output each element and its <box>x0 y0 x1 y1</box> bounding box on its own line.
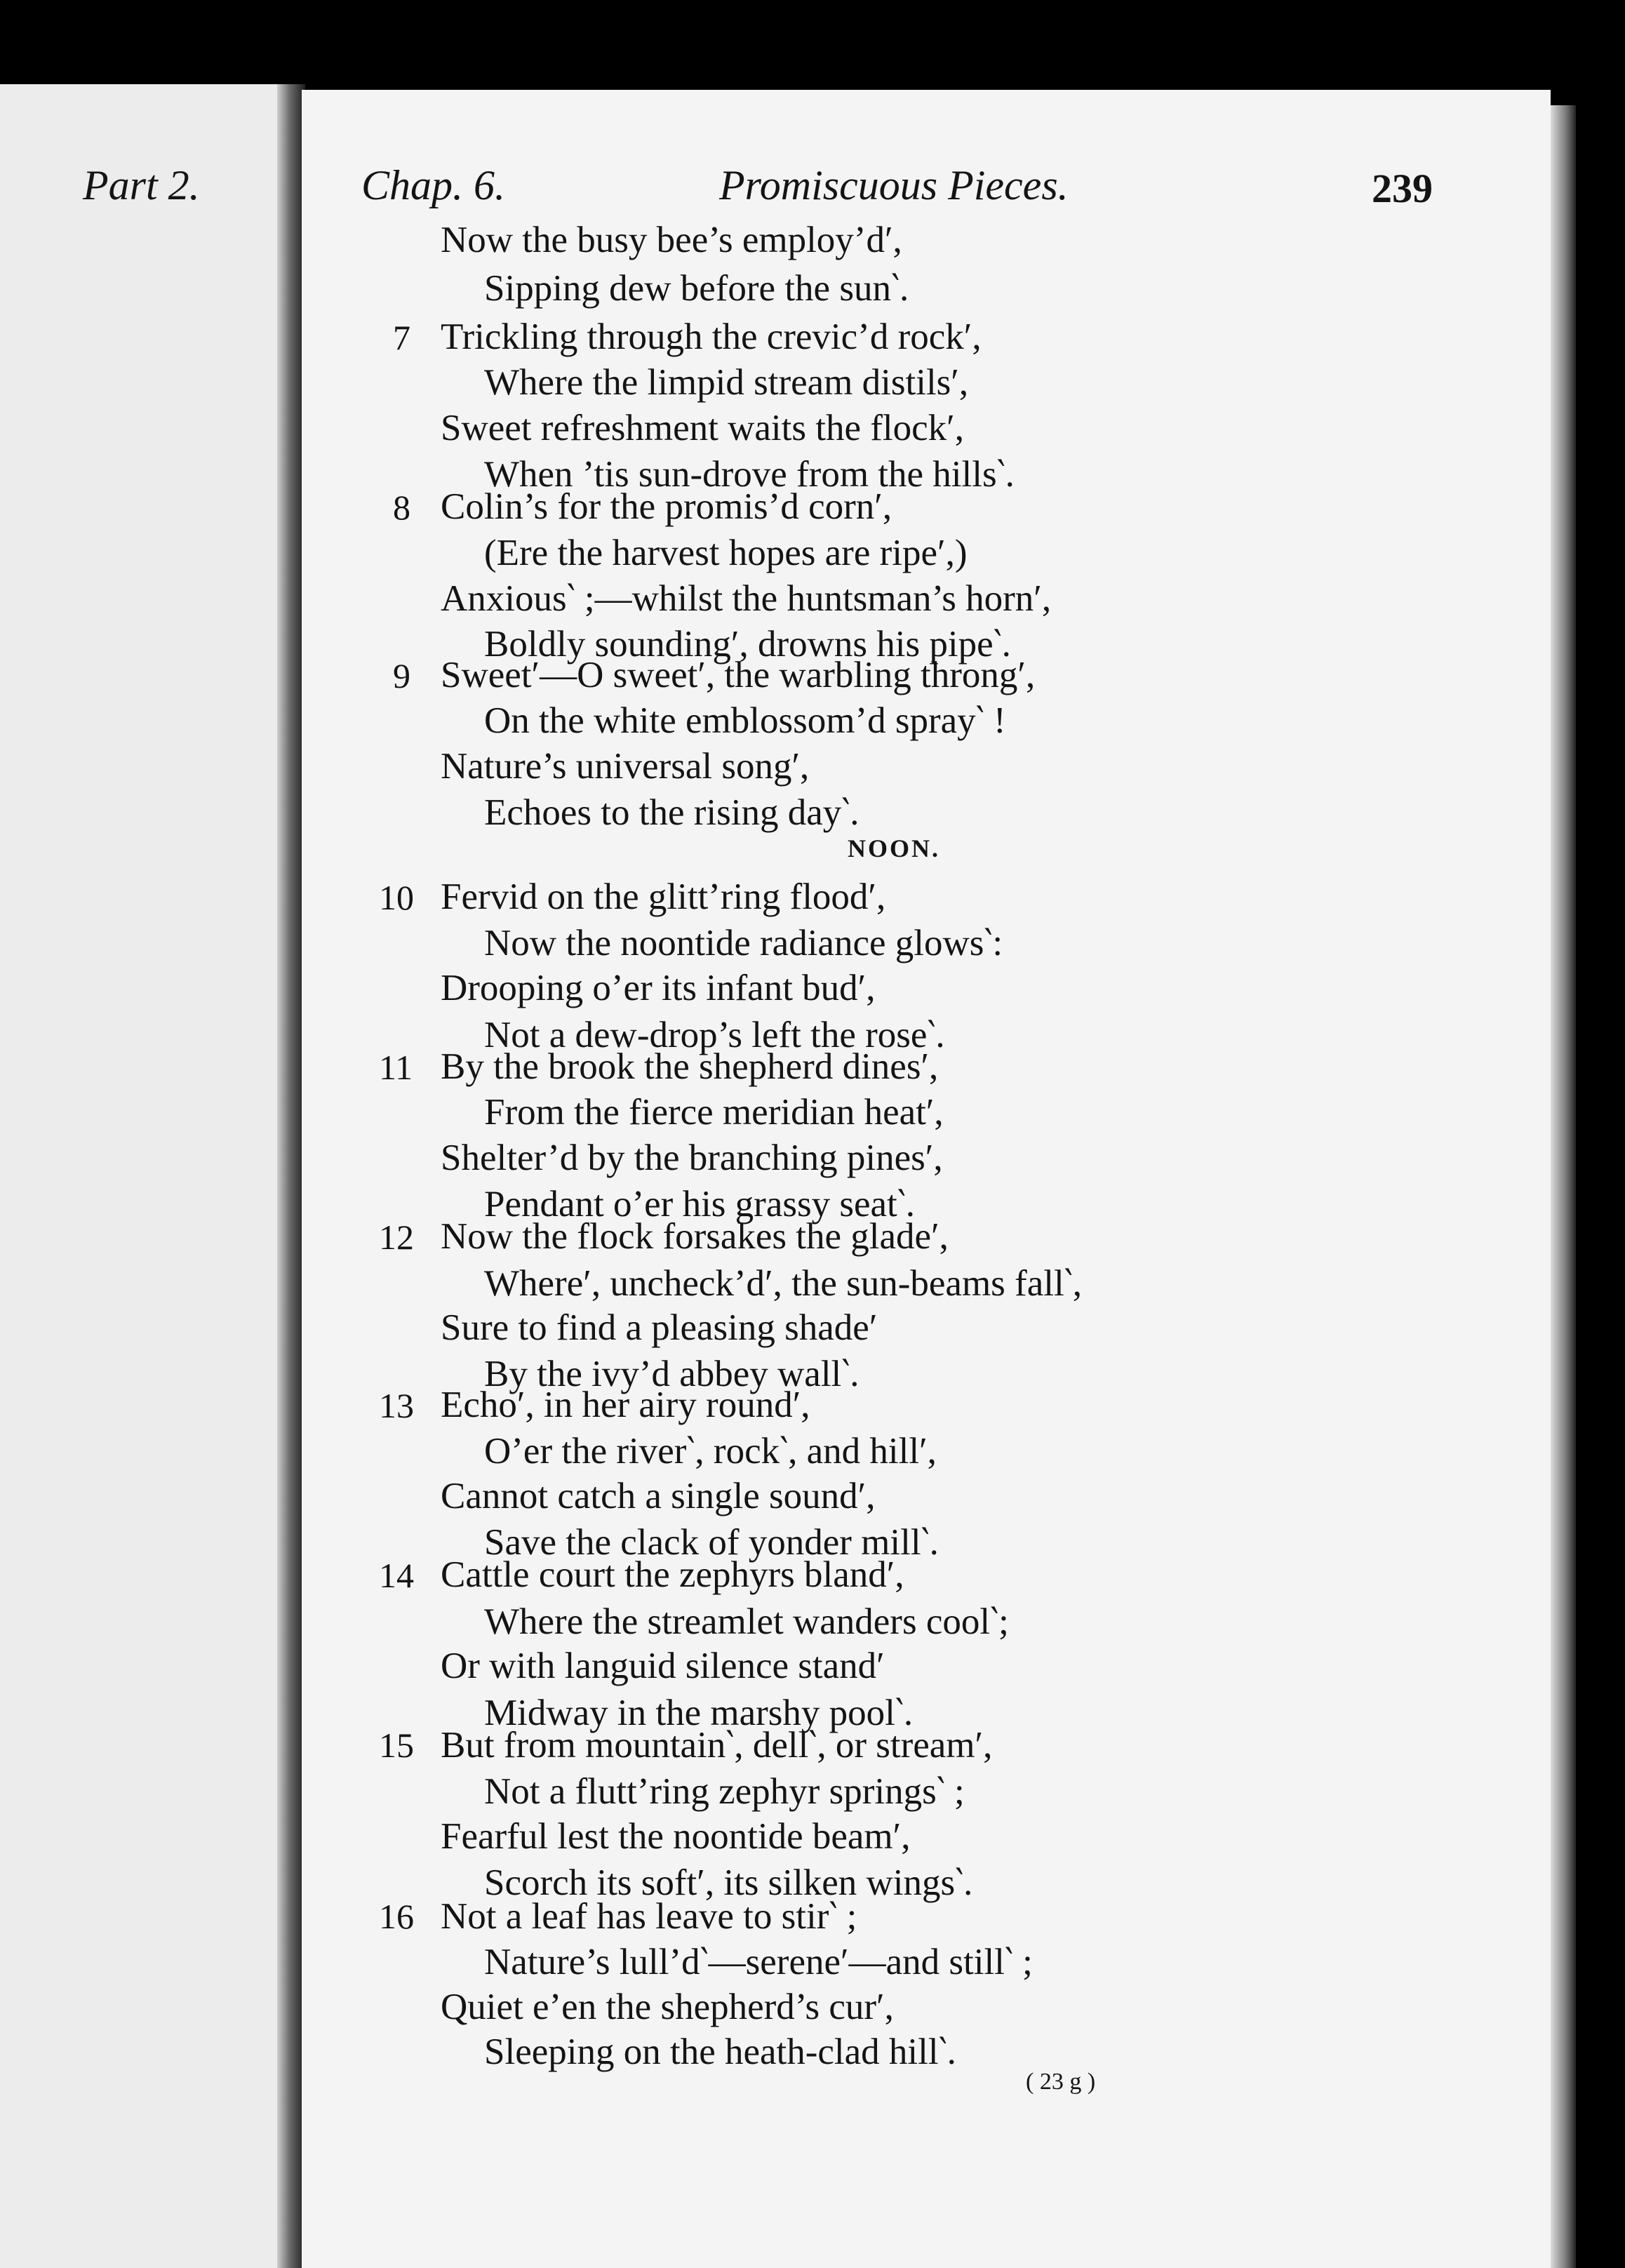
verse-line: Nature’s universal song′, <box>441 746 810 787</box>
verse-line: Now the busy bee’s employ’d′, <box>441 220 902 260</box>
verse-line: Where the streamlet wanders cool‵; <box>484 1601 1009 1642</box>
verse-line: Fearful lest the noontide beam′, <box>441 1816 911 1857</box>
verse-line: Cattle court the zephyrs bland′, <box>441 1554 904 1595</box>
verse-line: Sleeping on the heath-clad hill‵. <box>484 2032 956 2072</box>
verse-line: Or with languid silence stand′ <box>441 1646 885 1686</box>
left-page <box>0 84 277 2268</box>
verse-line: Not a flutt’ring zephyr springs‵ ; <box>484 1771 965 1812</box>
verse-line: Save the clack of yonder mill‵. <box>484 1522 939 1563</box>
page-edge <box>1551 105 1576 2268</box>
verse-line: By the ivy’d abbey wall‵. <box>484 1354 860 1394</box>
stanza-number: 12 <box>379 1218 414 1257</box>
verse-line: But from mountain‵, dell‵, or stream′, <box>441 1725 993 1766</box>
verse-line: Nature’s lull’d‵—serene′—and still‵ ; <box>484 1942 1033 1982</box>
verse-line: Drooping o’er its infant bud′, <box>441 968 876 1008</box>
verse-line: Echo′, in her airy round′, <box>441 1385 810 1425</box>
part-label: Part 2. <box>83 162 200 208</box>
stanza-number: 15 <box>379 1726 414 1765</box>
stanza-number: 7 <box>393 318 410 357</box>
verse-line: O’er the river‵, rock‵, and hill′, <box>484 1431 937 1472</box>
chapter-label: Chap. 6. <box>361 162 506 208</box>
verse-line: Sweet′—O sweet′, the warbling throng′, <box>441 655 1036 695</box>
stanza-number: 13 <box>379 1386 414 1425</box>
verse-line: Boldly sounding′, drowns his pipe‵. <box>484 624 1011 665</box>
page-number: 239 <box>1372 166 1433 211</box>
verse-line: Where the limpid stream distils′, <box>484 362 969 403</box>
section-title: Promiscuous Pieces. <box>719 162 1069 208</box>
verse-line: (Ere the harvest hopes are ripe′,) <box>484 533 968 573</box>
verse-line: Not a dew-drop’s left the rose‵. <box>484 1015 945 1055</box>
noon-subheading: NOON. <box>848 834 940 862</box>
verse-line: Trickling through the crevic’d rock′, <box>441 316 982 357</box>
verse-line: From the fierce meridian heat′, <box>484 1092 944 1133</box>
verse-line: Shelter’d by the branching pines′, <box>441 1138 943 1178</box>
signature-mark: ( 23 g ) <box>1026 2069 1096 2095</box>
stanza-number: 8 <box>393 488 410 527</box>
verse-line: Quiet e’en the shepherd’s cur′, <box>441 1987 894 2027</box>
stanza-number: 10 <box>379 878 414 917</box>
stanza-number: 11 <box>379 1048 413 1087</box>
stanza-number: 16 <box>379 1897 414 1936</box>
verse-line: On the white emblossom’d spray‵ ! <box>484 700 1006 741</box>
verse-line: Colin’s for the promis’d corn′, <box>441 486 892 527</box>
verse-line: Not a leaf has leave to stir‵ ; <box>441 1896 857 1937</box>
book-gutter <box>277 84 305 2268</box>
verse-line: Sweet refreshment waits the flock′, <box>441 408 964 448</box>
verse-line: Pendant o’er his grassy seat‵. <box>484 1184 916 1225</box>
verse-line: Echoes to the rising day‵. <box>484 792 860 833</box>
verse-line: Cannot catch a single sound′, <box>441 1476 876 1516</box>
verse-line: By the brook the shepherd dines′, <box>441 1046 939 1087</box>
verse-line: Where′, uncheck’d′, the sun-beams fall‵, <box>484 1263 1082 1304</box>
verse-line: When ’tis sun-drove from the hills‵. <box>484 454 1015 495</box>
verse-line: Sipping dew before the sun‵. <box>484 268 909 309</box>
verse-line: Now the flock forsakes the glade′, <box>441 1216 949 1257</box>
verse-line: Scorch its soft′, its silken wings‵. <box>484 1862 973 1903</box>
verse-line: Sure to find a pleasing shade′ <box>441 1307 878 1348</box>
verse-line: Now the noontide radiance glows‵: <box>484 923 1003 963</box>
stanza-number: 9 <box>393 656 410 695</box>
verse-line: Midway in the marshy pool‵. <box>484 1693 914 1733</box>
verse-line: Fervid on the glitt’ring flood′, <box>441 876 886 917</box>
stanza-number: 14 <box>379 1556 414 1595</box>
verse-line: Anxious‵ ;—whilst the huntsman’s horn′, <box>441 578 1052 619</box>
